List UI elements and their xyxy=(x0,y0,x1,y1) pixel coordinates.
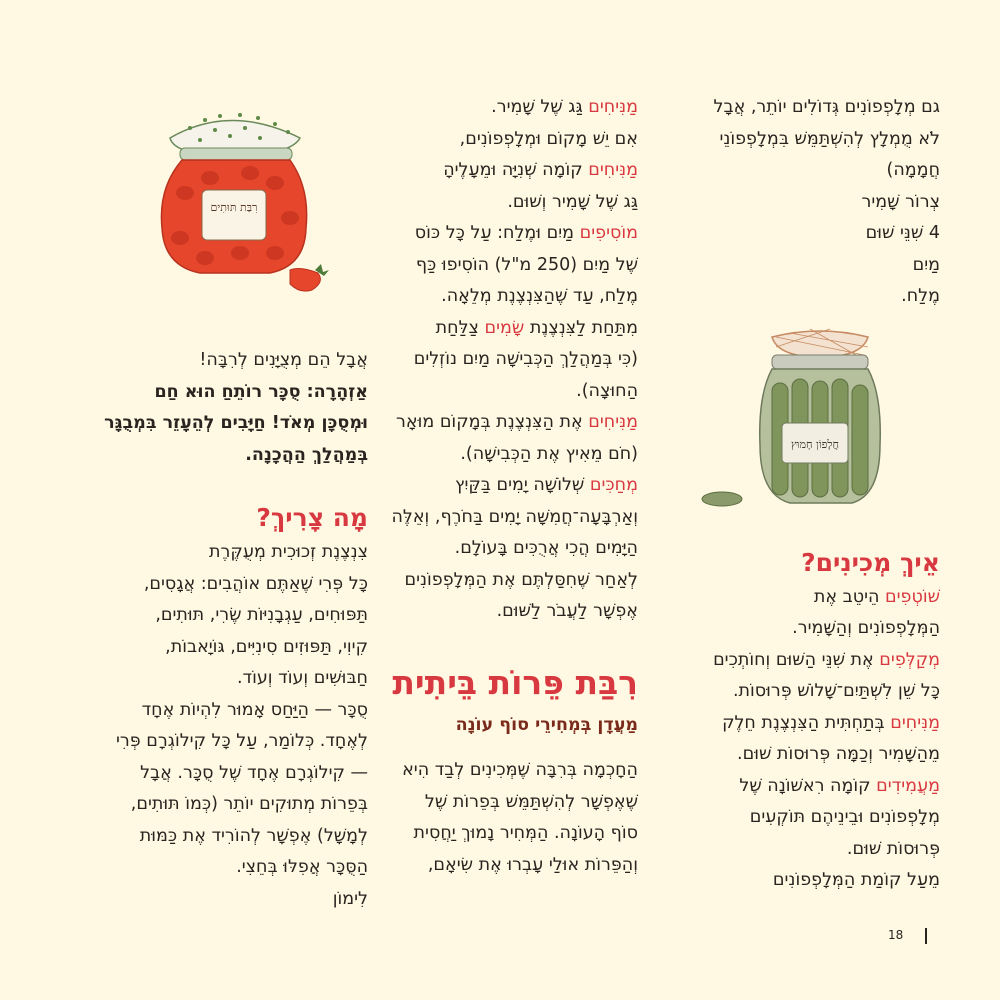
step-text: הַחוּצָה). xyxy=(576,380,638,401)
step-text: (כִּי בְּמַהֲלַךְ הַכְּבִישָׁה מַיִם נוֹזְלִים xyxy=(413,349,638,369)
step-line xyxy=(358,470,638,502)
step-line xyxy=(358,250,638,282)
step-line xyxy=(640,771,940,803)
step-line xyxy=(358,92,638,124)
jam-recipe-subtitle: מַעֲדָן בְּמְחִירֵי סוֹף עוֹנָה xyxy=(455,714,638,735)
step-verb: מַנִּיחִים xyxy=(890,712,940,733)
step-text: מֵעַל קוֹמַת הַמְּלָפְפוֹנִים xyxy=(772,870,940,890)
step-text: גַּג שֶׁל שָׁמִיר וְשׁוּם. xyxy=(507,191,638,212)
step-text: מֵהַשָּׁמִיר וְכַמָּה פְּרוּסוֹת שׁוּם. xyxy=(737,744,940,764)
step-line xyxy=(640,865,940,897)
step-verb: מַנִּיחִים xyxy=(588,160,638,180)
outro-line: שֶׁאֶפְשָׁר לְהִשְׁתַּמֵּשׁ בְּפֵרוֹת שֶׁל xyxy=(424,791,638,812)
what-you-need-heading: מָה צָרִיךְ? xyxy=(256,503,368,532)
jam-recipe-title: רִבַּת פֵּרוֹת בֵּיתִית xyxy=(392,662,638,702)
step-text: אֶת הַצִּנְצֶנֶת בְּמָקוֹם מוּאָר xyxy=(396,412,589,432)
step-text: שֶׁל מַיִם (250 מ"ל) הוֹסִיפוּ כַּף xyxy=(415,254,638,275)
step-line xyxy=(640,645,940,677)
ingredient-line: לְאֶחָד. כְּלוֹמַר, עַל כָּל קִילוֹגְרָם פְּרִי xyxy=(115,731,368,751)
step-line xyxy=(358,596,638,628)
intro-line: לֹא מֻמְלָץ לְהִשְׁתַּמֵּשׁ בִּמְלָפְפוֹנֵי xyxy=(719,128,940,149)
how-to-heading: אֵיךְ מְכִינִים? xyxy=(801,547,940,577)
pickle-jar-label: חֲלָפוֹן חָמוּץ xyxy=(790,438,840,451)
step-line xyxy=(640,613,940,645)
step-text: מֶלַח, עַד שֶׁהַצִּנְצֶנֶת מְלֵאָה. xyxy=(441,286,638,306)
ingredient-line: כָּל פְּרִי שֶׁאַתֶּם אוֹהֲבִים: אֲגָסִים, xyxy=(143,573,368,594)
step-text: מַיִם וּמֶלַח: עַל כָּל כּוֹס xyxy=(414,223,580,243)
step-text: פְּרוּסוֹת שׁוּם. xyxy=(846,838,940,859)
step-line xyxy=(358,187,638,219)
ingredient-line: צִנְצֶנֶת זְכוּכִית מְעֻקֶּרֶת xyxy=(209,542,368,562)
ingredient-line: — קִילוֹגְרָם אֶחָד שֶׁל סֻכָּר. אֲבָל xyxy=(140,762,368,783)
ingredient-item: צְרוֹר שָׁמִיר xyxy=(861,191,940,212)
ingredient-line: קִיוִי, תַּפּוּזִים סִינִיִּים, גּוֹיָאבוֹת, xyxy=(165,636,368,657)
step-text: הַמְּלָפְפוֹנִים וְהַשָּׁמִיר. xyxy=(792,618,940,638)
step-line xyxy=(358,281,638,313)
step-text: וְאַרְבָּעָה־חֲמִשָּׁה יָמִים בַּחֹרֶף, וְאֵלֶּה xyxy=(391,506,638,527)
step-line xyxy=(358,344,638,376)
warning-line: וּמְסֻכָּן מְאֹד! חַיָּבִים לְהֵעָזֵר בִּמְבֻגָּר xyxy=(104,413,368,433)
ingredient-item: 4 שִׁנֵּי שׁוּם xyxy=(865,223,940,243)
step-line xyxy=(358,155,638,187)
step-text: הַיָּמִים הֲכִי אֲרֻכִּים בָּעוֹלָם. xyxy=(454,538,638,558)
ingredient-item: מֶלַח. xyxy=(901,286,940,306)
step-line xyxy=(358,533,638,565)
steps-list xyxy=(640,582,940,897)
step-verb: מְחַכִּים xyxy=(589,475,638,495)
ingredient-line: לְמָשָׁל) אֶפְשָׁר לְהוֹרִיד אֶת כַּמּוּת xyxy=(139,825,368,846)
step-line xyxy=(358,218,638,250)
intro-line: גם מְלָפְפוֹנִים גְּדוֹלִים יוֹתֵר, אֲבָל xyxy=(713,97,940,117)
step-line xyxy=(358,313,638,345)
step-line xyxy=(640,676,940,708)
step-line xyxy=(358,407,638,439)
step-text: קוֹמָה שְׁנִיָּה וּמֵעָלֶיהָ xyxy=(443,160,589,180)
step-line xyxy=(640,708,940,740)
warning-line: בְּמַהֲלַךְ הַהֲכָנָה. xyxy=(245,444,368,465)
highlight-word: שָׂמִים xyxy=(484,317,525,338)
step-text: מְלָפְפוֹנִים וּבֵינֵיהֶם תּוֹקְעִים xyxy=(749,807,940,827)
step-verb: מַנִּיחִים xyxy=(588,412,638,432)
step-line xyxy=(640,834,940,866)
step-text: קוֹמָה רִאשׁוֹנָה שֶׁל xyxy=(739,775,877,796)
ingredient-line: חַבּוּשִׁים וְעוֹד וְעוֹד. xyxy=(236,668,368,688)
ingredient-line: לִימוֹן xyxy=(332,888,368,909)
steps-list xyxy=(358,92,638,628)
step-text: (חֹם מֵאִיץ אֶת הַכְּבִישָׁה). xyxy=(460,443,638,464)
ingredients-list xyxy=(58,537,368,915)
step-text: בְּתַחְתִּית הַצִּנְצֶנֶת חֵלֶק xyxy=(722,712,891,733)
step-verb: מוֹסִיפִים xyxy=(579,223,638,243)
step-line xyxy=(640,582,940,614)
step-verb: מַנִּיחִים xyxy=(588,97,638,117)
step-text: אֶפְשָׁר לַעֲבֹר לַשּׁוּם. xyxy=(496,601,638,621)
step-line xyxy=(358,124,638,156)
step-verb: מְקַלְּפִים xyxy=(879,649,940,670)
step-line xyxy=(358,376,638,408)
middle-column xyxy=(358,92,638,881)
step-text: אֶת שִׁנֵּי הַשּׁוּם וְחוֹתְכִים xyxy=(713,649,880,670)
intro-line: חֲמָמָה) xyxy=(886,160,940,180)
outro-line: סוֹף הָעוֹנָה. הַמְּחִיר נָמוּךְ יַחֲסִית xyxy=(413,823,638,843)
step-text: מִתַּחַת לַצִּנְצֶנֶת שָׂמִים צַלַּחַת xyxy=(435,317,638,338)
step-verb: שׁוֹטְפִים xyxy=(885,586,940,607)
step-line xyxy=(358,439,638,471)
step-line xyxy=(358,502,638,534)
step-text: אִם יֵשׁ מָקוֹם וּמְלָפְפוֹנִים, xyxy=(459,128,638,149)
page-divider xyxy=(925,928,927,944)
step-text: גַּג שֶׁל שָׁמִיר. xyxy=(491,97,589,117)
step-line xyxy=(358,565,638,597)
step-text: כָּל שֵׁן לִשְׁתַּיִם־שָׁלוֹשׁ פְּרוּסוֹת. xyxy=(732,681,940,701)
outro-line: הַחָכְמָה בְּרִבָּה שֶׁמְּכִינִים לְבַד הִיא xyxy=(402,760,638,780)
jam-intro: אֲבָל הֵם מְצֻיָּנִים לְרִבָּה! xyxy=(199,350,368,370)
left-column xyxy=(58,345,368,915)
step-line xyxy=(640,802,940,834)
ingredient-line: תַּפּוּחִים, עַגְבָנִיּוֹת שֶׂרִי, תּוּתִים, xyxy=(155,605,368,625)
ingredient-line: סֻכָּר — הַיַּחַס אָמוּר לִהְיוֹת אֶחָד xyxy=(141,699,368,720)
ingredient-item: מַיִם xyxy=(912,254,940,275)
jam-jar-label: רִבַּת תּוּתִים xyxy=(210,201,258,214)
jam-jar-illustration xyxy=(140,98,340,298)
outro-line: וְהַפֵּרוֹת אוּלַי עָבְרוּ אֶת שִׂיאָם, xyxy=(427,854,638,875)
step-verb: מַעֲמִידִים xyxy=(876,775,940,796)
step-text: לְאַחַר שֶׁחִסַּלְתֶּם אֶת הַמְּלָפְפוֹנִים xyxy=(404,569,638,590)
right-column xyxy=(640,92,940,897)
page-number: 18 xyxy=(888,928,904,942)
step-text: שְׁלוֹשָׁה יָמִים בַּקַּיִץ xyxy=(455,475,590,495)
ingredient-line: הַסֻּכָּר אֲפִלּוּ בְּחֵצִי. xyxy=(236,857,368,877)
warning-line: אַזְהָרָה: סֻכָּר רוֹתֵחַ הוּא חַם xyxy=(154,381,368,402)
step-line xyxy=(640,739,940,771)
ingredient-line: בְּפֵרוֹת מְתוּקִים יוֹתֵר (כְּמוֹ תּוּתִים, xyxy=(130,794,368,814)
step-text: הֵיטֵב אֶת xyxy=(813,586,886,607)
